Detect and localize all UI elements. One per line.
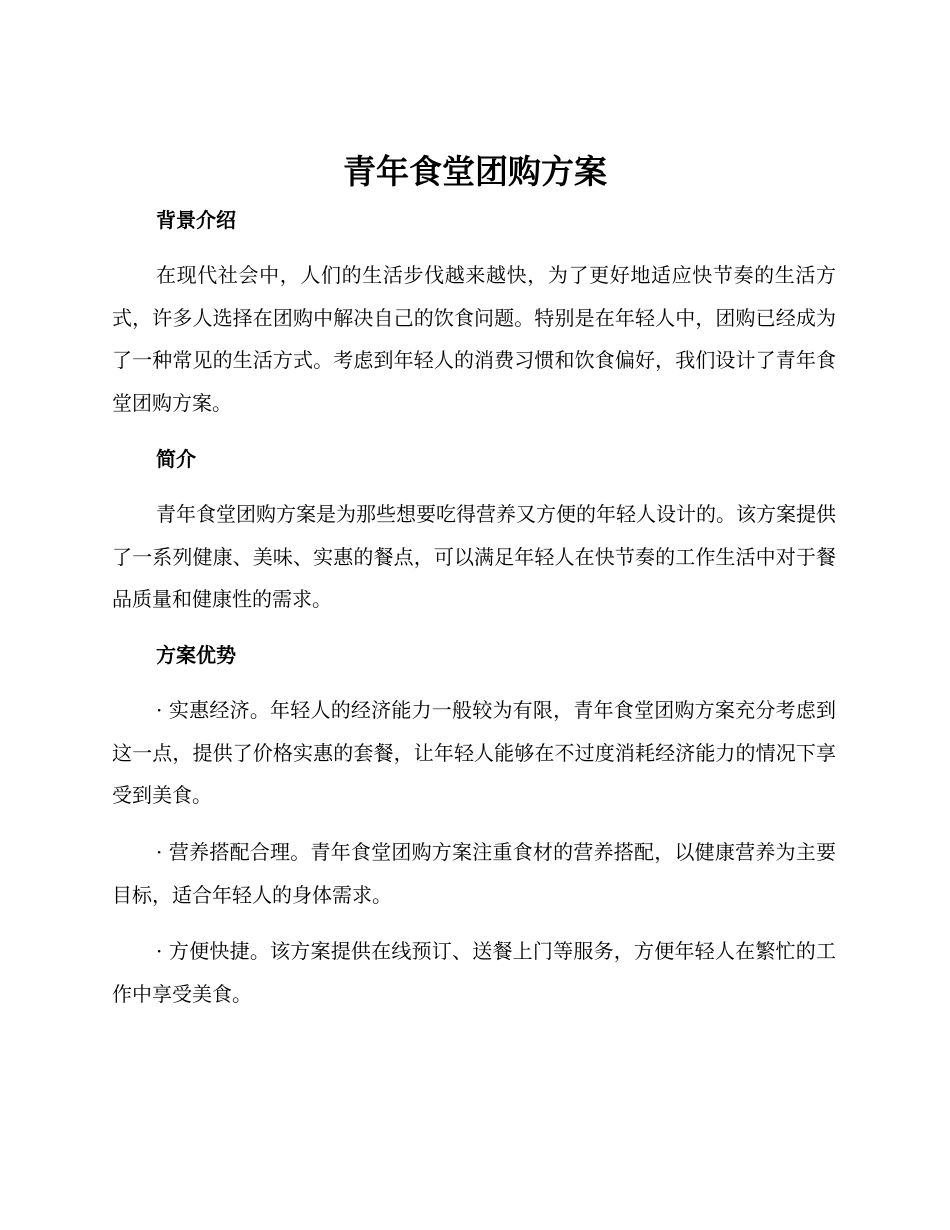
list-item-affordable: · 实惠经济。年轻人的经济能力一般较为有限，青年食堂团购方案充分考虑到这一点，提供了价格实惠的套餐，让年轻人能够在不过度消耗经济能力的情况下享受到美食。 (112, 697, 836, 808)
paragraph-intro: 青年食堂团购方案是为那些想要吃得营养又方便的年轻人设计的。该方案提供了一系列健康、美味、实惠的餐点，可以满足年轻人在快节奏的工作生活中对于餐品质量和健康性的需求。 (112, 501, 836, 612)
spacer (112, 675, 836, 689)
document-title: 青年食堂团购方案 (343, 152, 607, 191)
paragraph-background: 在现代社会中，人们的生活步伐越来越快，为了更好地适应快节奏的生活方式，许多人选择在团购中解决自己的饮食问题。特别是在年轻人中，团购已经成为了一种常见的生活方式。考虑到年轻人的消费习惯和饮食偏好，我们设计了青年食堂团购方案。 (112, 263, 836, 416)
section-heading-background: 背景介绍 (156, 208, 236, 232)
section-heading-intro: 简介 (156, 446, 196, 471)
spacer (112, 425, 836, 439)
spacer (112, 916, 836, 930)
list-item-nutrition: · 营养搭配合理。青年食堂团购方案注重食材的营养搭配，以健康营养为主要目标，适合年轻人的身体需求。 (112, 840, 836, 907)
spacer (112, 479, 836, 493)
document-body (112, 200, 836, 1016)
section-heading-advantages: 方案优势 (156, 642, 236, 667)
list-item-convenient: · 方便快捷。该方案提供在线预订、送餐上门等服务，方便年轻人在繁忙的工作中享受美食。 (112, 939, 836, 1007)
spacer (112, 817, 836, 831)
spacer (112, 240, 836, 254)
spacer (112, 621, 836, 635)
